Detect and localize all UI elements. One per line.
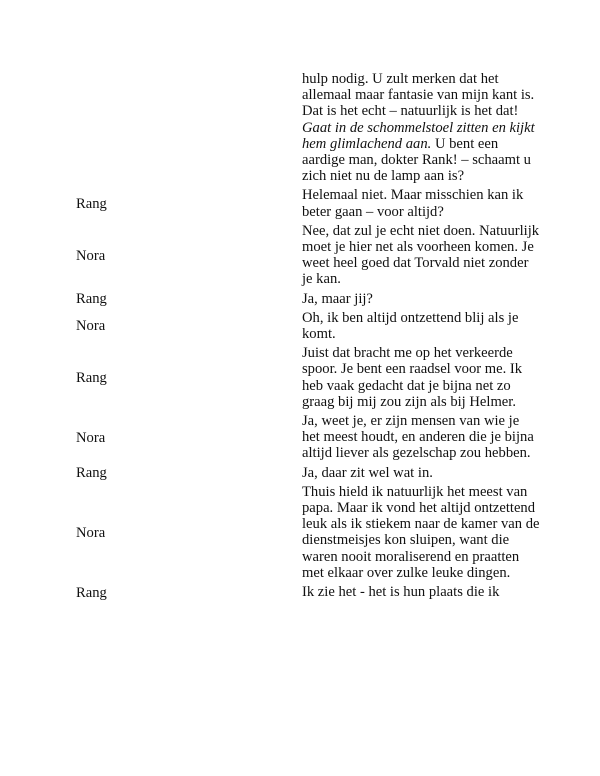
speaker-name: Rang — [76, 291, 107, 308]
speech-text — [302, 70, 540, 186]
speaker-name: Nora — [76, 318, 106, 335]
speech-segment: Ja, maar jij? — [302, 290, 373, 307]
speaker-name: Nora — [76, 247, 106, 264]
dialogue-row — [72, 464, 540, 483]
speech-text — [302, 583, 540, 602]
speaker-name: Rang — [76, 196, 107, 213]
speaker-name: Rang — [76, 584, 107, 601]
speech-segment: Ja, daar zit wel wat in. — [302, 464, 433, 481]
speech-text — [302, 222, 540, 290]
speech-segment: Thuis hield ik natuurlijk het meest van papa. Maar ik vond het altijd ontzettend leuk als ik stiekem naar de kamer van de dienstmeisjes kon sluipen, want die waren nooit moraliserend en praatten met elkaar over zulke leuke dingen. — [302, 483, 540, 581]
speaker-name — [72, 70, 302, 186]
speaker-name: Rang — [76, 370, 107, 387]
dialogue-row — [72, 70, 540, 186]
speaker-name: Nora — [76, 524, 106, 541]
speech-segment: Ja, weet je, er zijn mensen van wie je het meest houdt, en anderen die je bijna altijd liever als gezelschap zou hebben. — [302, 413, 534, 462]
speech-text — [302, 412, 540, 464]
speech-text — [302, 483, 540, 583]
speaker-name: Rang — [76, 465, 107, 482]
speech-text — [302, 309, 540, 344]
speech-text — [302, 186, 540, 221]
dialogue-row — [72, 290, 540, 309]
dialogue-row — [72, 483, 540, 583]
speaker-name: Nora — [76, 429, 106, 446]
speech-segment: Oh, ik ben altijd ontzettend blij als je komt. — [302, 309, 519, 343]
speech-segment: Ik zie het - het is hun plaats die ik — [302, 584, 500, 601]
dialogue-row — [72, 412, 540, 464]
stage-direction: Gaat in de schommelstoel zitten en kijkt hem glimlachend aan. — [302, 119, 535, 152]
dialogue-table — [72, 70, 540, 602]
speech-segment: Juist dat bracht me op het verkeerde spoor. Je bent een raadsel voor me. Ik heb vaak gedacht dat je bijna net zo graag bij mij zou zijn als bij Helmer. — [302, 345, 523, 410]
dialogue-row — [72, 186, 540, 221]
speech-text — [302, 344, 540, 412]
speech-text — [302, 464, 540, 483]
dialogue-row — [72, 583, 540, 602]
dialogue-row — [72, 222, 540, 290]
speech-segment: U bent een aardige man, dokter Rank! – schaamt u zich niet nu de lamp aan is? — [302, 135, 531, 185]
speech-text — [302, 290, 540, 309]
dialogue-row — [72, 344, 540, 412]
speech-segment: hulp nodig. U zult merken dat het allemaal maar fantasie van mijn kant is. Dat is het echt – natuurlijk is het dat! — [302, 71, 535, 120]
speech-segment: Nee, dat zul je echt niet doen. Natuurlijk moet je hier net als voorheen komen. Je weet heel goed dat Torvald niet zonder je kan. — [302, 222, 540, 288]
speech-segment: Helemaal niet. Maar misschien kan ik beter gaan – voor altijd? — [302, 187, 524, 220]
dialogue-row — [72, 309, 540, 344]
dialogue-body — [72, 70, 540, 602]
